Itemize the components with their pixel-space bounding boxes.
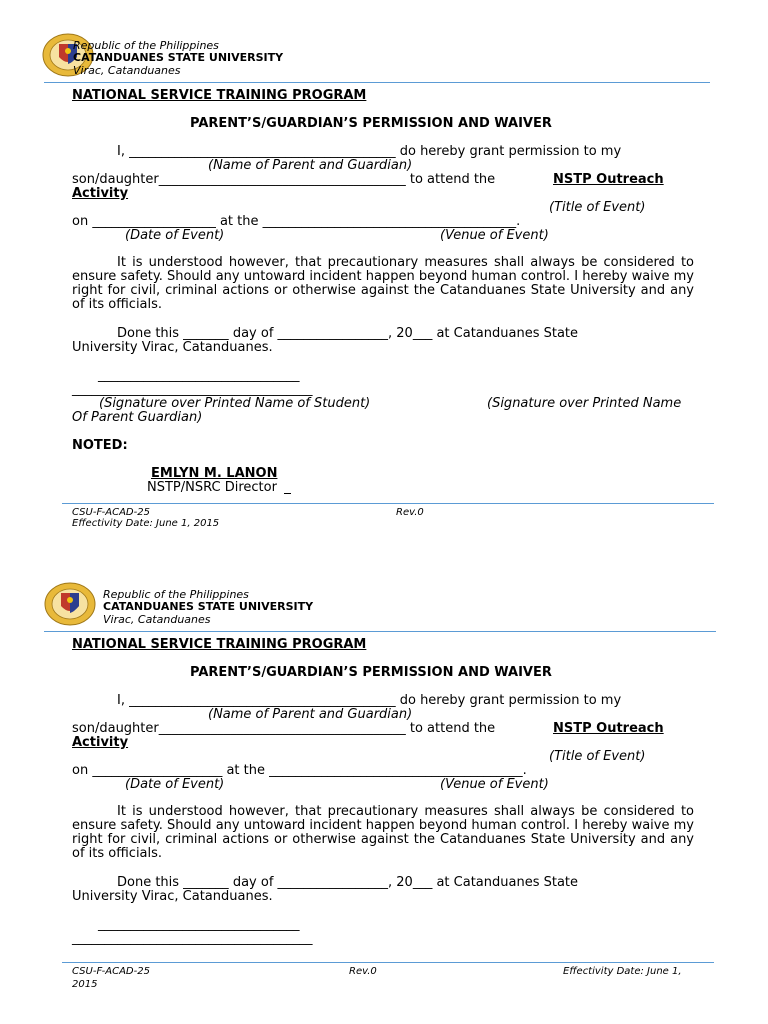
footer-effectivity: Effectivity Date: June 1, 2015 [72, 518, 220, 529]
date-caption: (Date of Event) [125, 228, 225, 243]
done-line-cont: University Virac, Catanduanes. [72, 340, 273, 355]
header-university: CATANDUANES STATE UNIVERSITY [73, 51, 284, 64]
parent-name-caption: (Name of Parent and Guardian) [208, 158, 413, 173]
footer-revision: Rev.0 [349, 966, 377, 977]
header-university: CATANDUANES STATE UNIVERSITY [103, 600, 314, 613]
footer-divider [62, 503, 714, 504]
noted-label: NOTED: [72, 438, 128, 453]
header-divider [44, 82, 710, 83]
waiver-paragraph: It is understood however, that precautionary measures shall always be considered to ensure safety. Should any untoward incident happen beyond human control. I hereby waive my right for civil, criminal actions or otherwise against the Catanduanes State University and any of its officials. [72, 255, 694, 312]
form-title: PARENT’S/GUARDIAN’S PERMISSION AND WAIVER [190, 665, 552, 680]
event-name: NSTP Outreach [553, 172, 664, 187]
venue-caption: (Venue of Event) [440, 228, 549, 243]
parent-name-line: I, _________________________________________ do hereby grant permission to my [117, 144, 622, 159]
header-republic: Republic of the Philippines [103, 588, 249, 601]
done-line: Done this _______ day of _________________, 20___ at Catanduanes State [117, 326, 579, 341]
done-line: Done this _______ day of _________________, 20___ at Catanduanes State [117, 875, 579, 890]
header-republic: Republic of the Philippines [73, 39, 219, 52]
event-title-caption: (Title of Event) [549, 749, 646, 764]
footer-effectivity: Effectivity Date: June 1, [563, 966, 682, 977]
parent-name-caption: (Name of Parent and Guardian) [208, 707, 413, 722]
footer-code: CSU-F-ACAD-25 [72, 966, 150, 977]
date-venue-line: on ____________________ at the _______________________________________. [72, 763, 527, 778]
footer-divider [62, 962, 714, 963]
venue-caption: (Venue of Event) [440, 777, 549, 792]
event-name: NSTP Outreach [553, 721, 664, 736]
done-line-cont: University Virac, Catanduanes. [72, 889, 273, 904]
event-name-cont: Activity [72, 735, 129, 750]
parent-name-line: I, _________________________________________ do hereby grant permission to my [117, 693, 622, 708]
header-location: Virac, Catanduanes [103, 613, 211, 626]
date-caption: (Date of Event) [125, 777, 225, 792]
director-name: EMLYN M. LANON [151, 466, 278, 481]
parent-signature-caption: (Signature over Printed Name [487, 396, 682, 411]
parent-signature-line: _____________________________________ [72, 931, 313, 946]
form-title: PARENT’S/GUARDIAN’S PERMISSION AND WAIVER [190, 116, 552, 131]
student-name-line: son/daughter______________________________________ to attend the [72, 172, 496, 187]
footer-effectivity-year: 2015 [72, 979, 98, 990]
event-title-caption: (Title of Event) [549, 200, 646, 215]
date-venue-line: on ___________________ at the _______________________________________. [72, 214, 521, 229]
student-signature-line: _______________________________ [98, 368, 300, 383]
student-name-line: son/daughter______________________________________ to attend the [72, 721, 496, 736]
event-name-cont: Activity [72, 186, 129, 201]
student-signature-line: _______________________________ [98, 917, 300, 932]
director-underline [284, 493, 291, 494]
parent-signature-line: _____________________________________ [72, 382, 313, 397]
waiver-paragraph: It is understood however, that precautionary measures shall always be considered to ensure safety. Should any untoward incident happen beyond human control. I hereby waive my right for civil, criminal actions or otherwise against the Catanduanes State University and any of its officials. [72, 804, 694, 861]
footer-code: CSU-F-ACAD-25 [72, 507, 150, 518]
director-title: NSTP/NSRC Director [147, 480, 277, 495]
student-signature-caption: (Signature over Printed Name of Student) [99, 396, 371, 411]
footer-revision: Rev.0 [396, 507, 424, 518]
header-divider [44, 631, 716, 632]
program-title: NATIONAL SERVICE TRAINING PROGRAM [72, 637, 367, 652]
parent-signature-caption-cont: Of Parent Guardian) [72, 410, 203, 425]
header-location: Virac, Catanduanes [73, 64, 181, 77]
program-title: NATIONAL SERVICE TRAINING PROGRAM [72, 88, 367, 103]
university-seal-icon [44, 582, 96, 626]
